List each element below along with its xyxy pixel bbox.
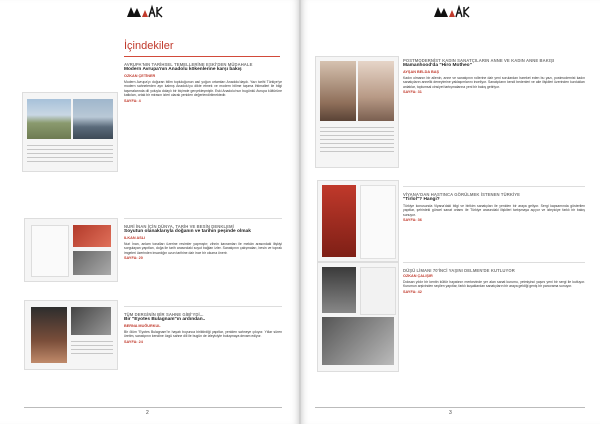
entry-author: AYŞAN BELDA BAŞ	[403, 70, 440, 74]
entry-headline: Mamanhood'da "Hiro Motheo"	[403, 63, 472, 68]
artwork-grey-image	[73, 251, 111, 275]
divider	[403, 262, 585, 263]
entry-kicker: NURİ İNAN İÇİN DÜNYA, TARİH VE BESİN DENKLEMİ	[124, 224, 234, 229]
entry-thumbnail-3	[24, 300, 118, 370]
entry-author: ILKAN ASLI	[124, 236, 146, 240]
mother-photo-image	[320, 61, 356, 121]
magazine-logo	[124, 4, 168, 20]
contents-title: İçindekiler	[124, 40, 174, 52]
entry-headline: Modern Avrupa'nın Anadolu kökenlerine karşı bakış	[124, 67, 242, 72]
anniversary-detail-image	[322, 317, 394, 365]
entry-page-link[interactable]: SAYFA: 24	[124, 339, 143, 344]
entry-3[interactable]	[124, 312, 282, 345]
entry-1[interactable]	[124, 62, 282, 104]
artwork-red-image	[73, 225, 111, 247]
exhibition-page-image	[360, 185, 396, 259]
entry-headline: Soyutun olanaklarıyla doğanın ve tarihin peşinde olmak	[124, 229, 251, 234]
entry-kicker: VİYANA'DAN HASTINCA GÖRÜLMEK İSTENEN TÜRKİYE	[403, 192, 520, 197]
entry-kicker: TÜM DERGİNİN BİR SAHNE GİBİ'YDİ...	[124, 312, 204, 317]
entry-page-link[interactable]: SAYFA: 31	[403, 90, 422, 95]
magazine-logo	[431, 4, 475, 20]
entry-body: Nuri İnan, anlam tonalları üzerine resimler yapmıştır; zihnin kavramları ile mekân arasındaki ilişkiyi sorgulayan yapıtları, doğa ile tarih arasındaki soyut bağları izler. Sanatçının çalışmaları, besin ve toprak imgeleri üzerinden insanlığın uzun tarihine dair ince bir okuma önerir.	[124, 242, 282, 255]
page-number: 2	[146, 410, 149, 416]
logo-mark-icon	[431, 4, 475, 20]
photo-boats-image	[73, 99, 113, 139]
entry-headline: "Tirlol"? Hangi?	[403, 197, 440, 202]
entry-5[interactable]	[403, 192, 585, 223]
entry-6[interactable]	[403, 268, 585, 295]
entry-author: OZKAN ÇALIŞIR	[403, 274, 433, 278]
left-page	[0, 0, 299, 424]
entry-page-link[interactable]: SAYFA: 42	[403, 289, 422, 294]
logo-mark-icon	[124, 4, 168, 20]
title-rule	[124, 56, 280, 57]
entry-2[interactable]	[124, 224, 282, 261]
exhibition-red-image	[322, 185, 356, 257]
page-number: 3	[449, 410, 452, 416]
entry-thumbnail-6	[317, 262, 399, 372]
entry-4[interactable]	[403, 58, 585, 95]
entry-body: Türkiye konusunda Viyana'daki bilgi ve birikim sanatçıları ile yeniden bir araya geliyor. Sergi kapsamında gösterilen yapıtlar, şehirdeki güncel sanat ortamı ile Türkiye arasındaki ilişkileri tartışmaya açıyor ve izleyiciye farklı bir bakış sunuyor.	[403, 204, 585, 217]
entry-kicker: DÜŞÜ LİMANI 70'İNCİ YAŞINI DELMEN'DE KUTLUYOR	[403, 268, 515, 273]
anniversary-page-image	[360, 267, 396, 315]
entry-thumbnail-2	[24, 218, 118, 282]
photo-hills-image	[27, 99, 71, 139]
entry-thumbnail-1	[22, 92, 118, 172]
entry-body: Modern Avrupa'yı doğuran bilim topluluğunun asıl yoğun ortamları Anadolu'daydı. Yazı tarihi Türkiye'ye modern sahnelerden ayrı kalmış Anadolu'yu dikte etmek ve modern bilime taşıma ihtimalleri ile bilgi taşımalarında dil yoluyla dolaylı bir biçimde gerçekleşmiştir. Eski Anadolu'nun bugünkü Avrupa kültürüne katkıları, ortak bir mirasın izleri olarak yeniden değerlendirilmektedir.	[124, 80, 282, 98]
right-page	[301, 0, 600, 424]
entry-thumbnail-4	[315, 56, 399, 168]
child-photo-image	[358, 61, 394, 121]
entry-body: Kadın olmanın bir ailenin, anne ve sanatçının rollerine dair yeni sorulardan hareket eden bu yazı, postmodernist kadın sanatçıların annelik deneyimine yaklaşımlarını inceliyor. Sanatçıların kendi bedenleri ve aile ilişkileri üzerinden kurdukları anlatılar, toplumsal cinsiyet tartışmalarına yeni bir bakış getiriyor.	[403, 76, 585, 89]
anniversary-cover-image	[322, 267, 356, 313]
entry-headline: Bir "Eyotes Bulagnam"ın ardından..	[124, 317, 206, 322]
divider	[124, 306, 282, 307]
entry-page-link[interactable]: SAYFA: 4	[124, 98, 141, 103]
divider	[124, 218, 282, 219]
entry-thumbnail-5	[317, 180, 399, 262]
entry-body: Doksan yıldır bir kentin kültür hayatının merkezinde yer alan sanat kurumu, yetmişinci yaşını yeni bir sergi ile kutluyor. Kurumun arşivinden seçilen yapıtlar, farklı kuşaklardan sanatçıların bir araya geldiği geniş bir panorama sunuyor.	[403, 280, 585, 289]
stage-detail-image	[71, 307, 111, 335]
entry-page-link[interactable]: SAYFA: 36	[403, 218, 422, 223]
divider	[403, 186, 585, 187]
entry-kicker: POSTMODERNİST KADIN SANATÇILARIN ANNE VE KADIN ANNE BAKIŞI	[403, 58, 555, 63]
entry-author: OZKAN ÇETİNER	[124, 74, 156, 78]
entry-page-link[interactable]: SAYFA: 20	[124, 256, 143, 261]
artwork-page-image	[31, 225, 69, 277]
entry-kicker: AVRUPA'NIN TARİHSEL TEMELLERİNE ESKİ'DEN MÜDAHALE	[124, 62, 253, 67]
entry-author: BERNA MUĞURKUL	[124, 324, 161, 328]
stage-photo-image	[31, 307, 67, 363]
entry-body: Bir ölüm "Eyotes Bulagnam"ın hayatı boyunca biriktirdiği yapıtlar, yeniden sahneye çıkıyor. Yıllar süren üretim, sanatçının kendine özgü sahne dili ile bugün de izleyiciyle buluşmaya devam ediyor.	[124, 330, 282, 339]
